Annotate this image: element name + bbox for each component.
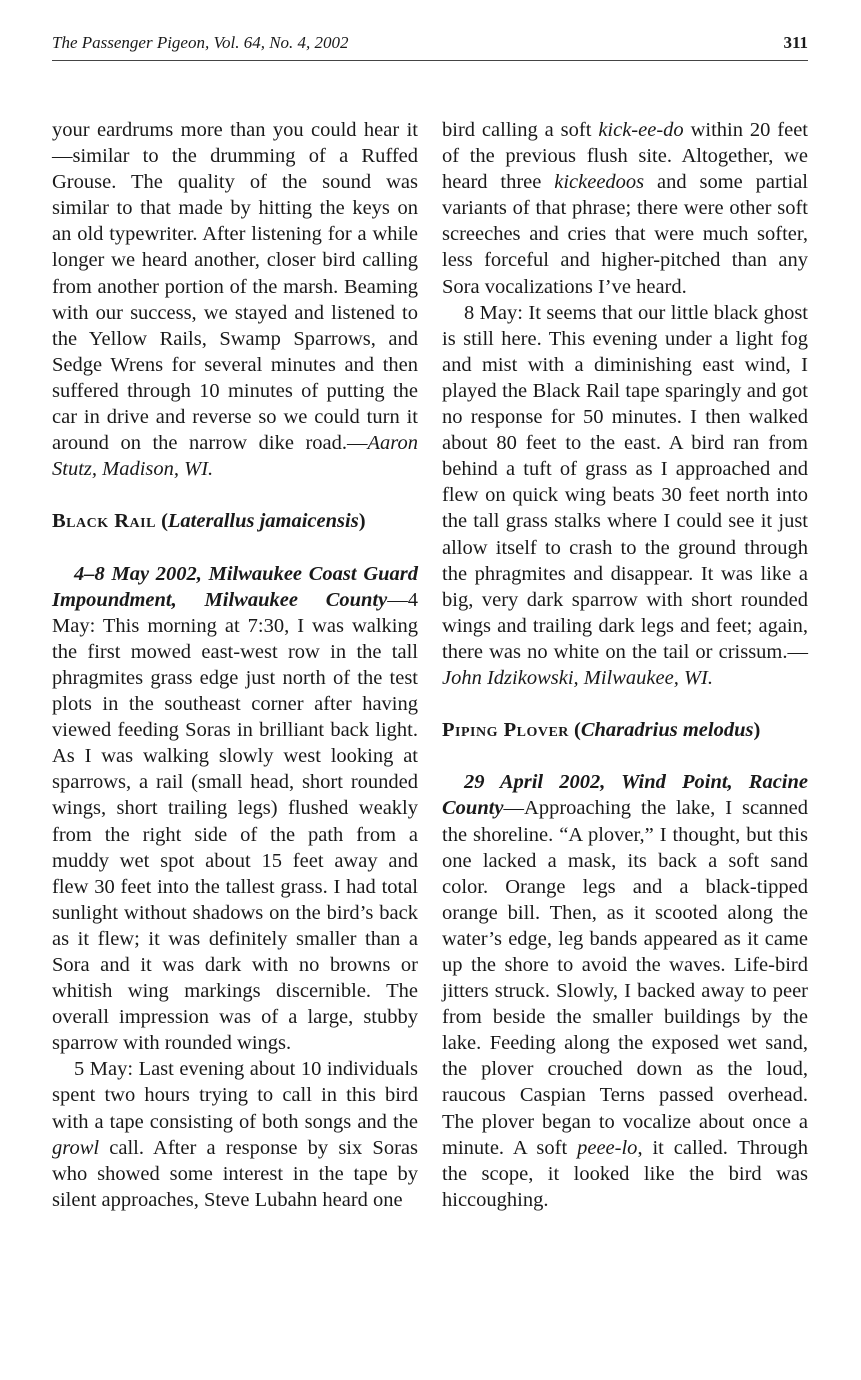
species-heading-piping-plover: Piping Plover (Charadrius melodus) <box>442 719 761 742</box>
paragraph-black-rail-5-may <box>52 1056 418 1213</box>
italic-term: growl <box>52 1136 100 1159</box>
italic-term: kick-ee-do <box>598 119 684 141</box>
paragraph-text: —Approaching the lake, I scanned the shoreline. “A plover,” I thought, but this one lacked a mask, its back a soft sand color. Orange legs and a black-tipped orange bill. Then, as it scooted along the water’s edge, leg bands appeared as it came up the shore to avoid the waves. Life-bird jitters struck. Slowly, I backed away to peer from beside the smaller buildings by the lake. Feeding along the exposed wet sand, the plover crouched down as the loud, raucous Caspian Terns passed overhead. The plover began to vocalize about once a minute. A soft <box>442 797 808 1159</box>
species-heading-black-rail: Black Rail (Laterallus jamaicensis) <box>52 510 366 533</box>
paragraph-text: 5 May: Last evening about 10 individuals spent two hours trying to call in this bird with a tape consisting of both songs and the <box>52 1058 418 1133</box>
species-scientific-name: Laterallus jamaicensis <box>167 510 359 533</box>
paragraph-yellow-rail-end <box>52 117 418 482</box>
left-column <box>52 117 418 1213</box>
paragraph-text: call. After a response by six Soras who showed some interest in the tape by silent approaches, Steve Lubahn heard one <box>52 1136 418 1211</box>
journal-title: The Passenger Pigeon, Vol. 64, No. 4, 2002 <box>52 33 349 52</box>
paragraph-text: 8 May: It seems that our little black ghost is still here. This evening under a light fog and mist with a diminishing east wind, I played the Black Rail tape sparingly and got no response for 50 minutes. I then walked about 80 feet to the east. A bird ran from behind a tuft of grass as I approached and flew on quick wing beats 30 feet north into the tall grass stalks where I could see it just allow itself to crash to the ground through the phragmites and disappear. It was like a big, very dark sparrow with short rounded wings and trailing dark legs and feet; again, there was no white on the tail or crissum.— <box>442 301 808 663</box>
author-signature: Aaron Stutz, Madison, WI. <box>52 432 418 481</box>
page-number: 311 <box>783 33 808 52</box>
species-common-name: Piping Plover <box>442 719 569 742</box>
paragraph-text: bird calling a soft <box>442 119 599 141</box>
running-header <box>52 32 808 61</box>
paragraph-text: your eardrums more than you could hear it—similar to the drumming of a Ruffed Grouse. The quality of the sound was similar to that made by hitting the keys on an old typewriter. After listening for a while longer we heard another, closer bird calling from another portion of the marsh. Beaming with our success, we stayed and listened to the Yellow Rails, Swamp Sparrows, and Sedge Wrens for several minutes and then suffered through 10 minutes of putting the car in drive and reverse so we could turn it around on the narrow dike road.— <box>52 119 418 455</box>
paragraph-piping-plover-observation <box>442 769 808 1213</box>
spacer <box>442 691 808 717</box>
paragraph-text: and some partial variants of that phrase; there were other soft screeches and cries that were much softer, less forceful and higher-pitched than any Sora vocalizations I’ve heard. <box>442 171 808 298</box>
paragraph-text: —4 May: This morning at 7:30, I was walking the first mowed east-west row in the tall phragmites grass edge just north of the test plots in the southeast corner after having viewed feeding Soras in brilliant back light. As I was walking slowly west looking at sparrows, a rail (small head, short rounded wings, short trailing legs) flushed weakly from the right side of the path from a muddy wet spot about 15 feet away and flew 30 feet into the tallest grass. I had total sunlight without shadows on the bird’s back as it flew; it was definitely smaller than a Sora and it was dark with no browns or whitish wing markings discernible. The overall impression was of a large, stubby sparrow with rounded wings. <box>52 588 418 1055</box>
species-common-name: Black Rail <box>52 510 156 533</box>
spacer <box>52 482 418 508</box>
dateline: 29 April 2002, Wind Point, Racine County <box>442 771 808 820</box>
right-column <box>442 117 808 1213</box>
paragraph-text: within 20 feet of the previous flush site. Altogether, we heard three <box>442 119 808 194</box>
italic-term: kickeedoos <box>554 171 645 194</box>
species-scientific-name: Charadrius melodus <box>580 719 754 742</box>
paragraph-black-rail-8-may <box>442 300 808 691</box>
spacer <box>442 743 808 769</box>
author-signature: John Idzikowski, Milwaukee, WI. <box>442 666 713 689</box>
paragraph-black-rail-calls <box>442 117 808 300</box>
paragraph-black-rail-observation <box>52 561 418 1057</box>
paragraph-text: , it called. Through the scope, it looked like the bird was hiccoughing. <box>442 1136 808 1211</box>
italic-term: peee-lo <box>577 1136 638 1159</box>
spacer <box>52 535 418 561</box>
dateline: 4–8 May 2002, Milwaukee Coast Guard Impoundment, Milwaukee County <box>52 562 418 611</box>
